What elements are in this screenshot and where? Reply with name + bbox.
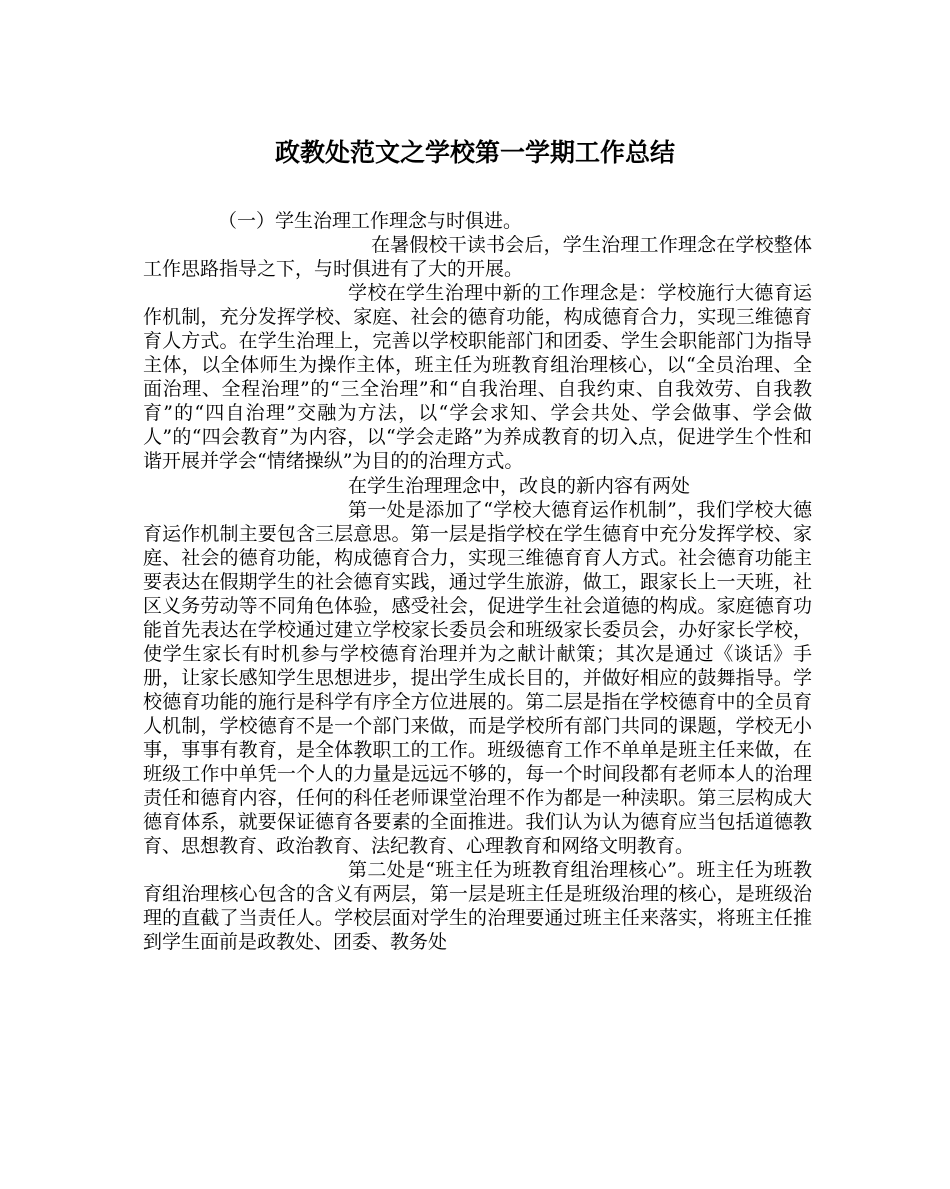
section-heading: （一）学生治理工作理念与时俱进。: [218, 210, 523, 232]
document-body: [143, 209, 812, 954]
body-paragraph: 学校在学生治理中新的工作理念是：学校施行大德育运作机制，充分发挥学校、家庭、社会的德育功能，构成德育合力，实现三维德育育人方式。在学生治理上，完善以学校职能部门和团委、学生会职能部门为指导主体，以全体师生为操作主体，班主任为班教育组治理核心，以“全员治理、全面治理、全程治理”的“三全治理”和“自我治理、自我约束、自我效劳、自我教育”的“四自治理”交融为方法，以“学会求知、学会共处、学会做事、学会做人”的“四会教育”为内容，以“学会走路”为养成教育的切入点，促进学生个性和谐开展并学会“情绪操纵”为目的的治理方式。: [143, 282, 812, 473]
body-paragraph: 在学生治理理念中，改良的新内容有两处: [348, 474, 691, 497]
body-paragraph: 第二处是“班主任为班教育组治理核心”。班主任为班教育组治理核心包含的含义有两层，第一层是班主任是班级治理的核心，是班级治理的直截了当责任人。学校层面对学生的治理要通过班主任来落实，将班主任推到学生面前是政教处、团委、教务处: [143, 859, 812, 954]
body-paragraph: 第一处是添加了“学校大德育运作机制”，我们学校大德育运作机制主要包含三层意思。第一层是指学校在学生德育中充分发挥学校、家庭、社会的德育功能，构成德育合力，实现三维德育育人方式。社会德育功能主要表达在假期学生的社会德育实践，通过学生旅游，做工，跟家长上一天班，社区义务劳动等不同角色体验，感受社会，促进学生社会道德的构成。家庭德育功能首先表达在学校通过建立学校家长委员会和班级家长委员会，办好家长学校，使学生家长有时机参与学校德育治理并为之献计献策；其次是通过《谈话》手册，让家长感知学生思想进步，提出学生成长目的，并做好相应的鼓舞指导。学校德育功能的施行是科学有序全方位进展的。第二层是指在学校德育中的全员育人机制，学校德育不是一个部门来做，而是学校所有部门共同的课题，学校无小事，事事有教育，是全体教职工的工作。班级德育工作不单单是班主任来做，在班级工作中单凭一个人的力量是远远不够的，每一个时间段都有老师本人的治理责任和德育内容，任何的科任老师课堂治理不作为都是一种渎职。第三层构成大德育体系，就要保证德育各要素的全面推进。我们认为认为德育应当包括道德教育、思想教育、政治教育、法纪教育、心理教育和网络文明教育。: [143, 498, 812, 858]
body-paragraph: 在暑假校干读书会后，学生治理工作理念在学校整体工作思路指导之下，与时俱进有了大的开展。: [143, 234, 812, 281]
document-title: 政教处范文之学校第一学期工作总结: [274, 138, 675, 167]
